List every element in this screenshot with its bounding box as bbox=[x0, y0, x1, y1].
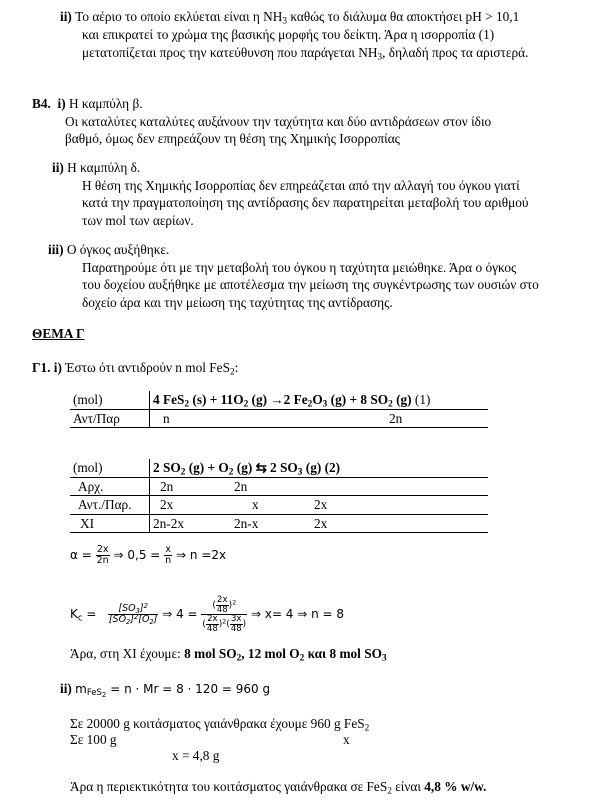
ore-line1: Σε 20000 g κοιτάσματος γαιάνθρακα έχουμε 960 g FeS$_2$ bbox=[70, 716, 370, 734]
final-statement: Άρα η περιεκτικότητα του κοιτάσματος γαιάνθρακα σε FeS$_2$ είναι 4,8 % w/w. bbox=[70, 779, 487, 797]
reaction-table-2 bbox=[70, 459, 488, 533]
reaction-table-1 bbox=[70, 391, 488, 428]
t1-row-label: Αντ/Παρ bbox=[70, 409, 150, 428]
g1-intro: Γ1. i) Έστω ότι αντιδρούν n mol FeS$_2$: bbox=[32, 360, 239, 378]
kc-calc: $K_c$ = $\frac{[SO_3]^2}{[SO_2]^2[O_2]}$ ⇒ 4 = ( $\frac{2x}{48}$ )$^2$ ( $\frac{2x}{48}$ )$^2$( $\frac{3x}{48}$ ) ⇒ x= 4 ⇒ n = 8 bbox=[70, 595, 345, 634]
t1-hdr: (mol) bbox=[70, 391, 150, 409]
b4-ii-expl3: των mol των αερίων. bbox=[82, 213, 194, 228]
t2-row-change: Αντ./Παρ. 2x x 2x bbox=[70, 496, 488, 515]
b4-iii-expl1: Παρατηρούμε ότι με την μεταβολή του όγκου η ταχύτητα μειώθηκε. Άρα ο όγκος bbox=[82, 260, 517, 275]
equilibrium-conclusion: Άρα, στη ΧΙ έχουμε: 8 mol $SO_2$, 12 mol $O_2$ και 8 mol $SO_3$ bbox=[70, 646, 387, 664]
t2-row-equilibrium: ΧΙ 2n-2x 2n-x 2x bbox=[70, 514, 488, 533]
b4-heading: Β4. bbox=[32, 96, 51, 111]
b3-ii-line3: μετατοπίζεται προς την κατεύθυνση που παράγεται $NH_3$, δηλαδή προς τα αριστερά. bbox=[82, 45, 529, 63]
t1-row-values: n 2n bbox=[150, 409, 489, 428]
b4-iii-expl3: δοχείο άρα και την μείωση της ταχύτητας της αντίδρασης. bbox=[82, 295, 393, 310]
ore-line2: Σε 100 g x bbox=[70, 732, 350, 747]
b3-ii-label: ii) bbox=[60, 9, 72, 24]
alpha-calc: α = $\frac{2x}{2n}$ ⇒ 0,5 = $\frac{x}{n}$ ⇒ n =2x bbox=[70, 544, 227, 566]
kc-substituted: ( $\frac{2x}{48}$ )$^2$ ( $\frac{2x}{48}$ )$^2$( $\frac{3x}{48}$ ) bbox=[202, 595, 247, 634]
b4-ii-expl2: κατά την πραγματοποίηση της αντίδρασης δεν παρατηρείται μεταβολή του αριθμού bbox=[82, 195, 529, 210]
g1-ii-line: ii) $m_{FeS_2} = n \cdot Mr = 8 \cdot 120 = 960$ g bbox=[60, 681, 271, 700]
t2-equation: 2 $SO_2$ $(g) + O_2$ (g) ⇆ 2 $SO_3$ (g) (2) bbox=[150, 459, 489, 477]
b3-ii-line2: και επικρατεί το χρώμα της βασικής μορφής του δείκτη. Άρα η ισορροπία (1) bbox=[82, 27, 495, 42]
g1-heading: Γ1. i) bbox=[32, 360, 62, 375]
b4-ii-expl1: Η θέση της Χημικής Ισορροπίας δεν επηρεάζεται από την αλλαγή του όγκου γιατί bbox=[82, 178, 520, 193]
b4-iii-line: iii) Ο όγκος αυξήθηκε. bbox=[48, 242, 170, 257]
t2-row-initial: Αρχ. 2n 2n bbox=[70, 477, 488, 496]
b4-ii-line: ii) Η καμπύλη δ. bbox=[52, 160, 141, 175]
b4-iii-expl2: του δοχείου αυξήθηκε με αποτέλεσμα την μείωση της συγκέντρωσης των ουσιών στο bbox=[82, 277, 539, 292]
b3-ii-line1: ii) Το αέριο το οποίο εκλύεται είναι η $NH_3$ καθώς το διάλυμα θα αποκτήσει pH > 10,1 bbox=[60, 9, 520, 27]
kc-fraction: $\frac{[SO_3]^2}{[SO_2]^2[O_2]}$ bbox=[108, 602, 158, 626]
b4-i-line: Β4. i) Η καμπύλη β. bbox=[32, 96, 143, 111]
t1-equation: 4 FeS$_2$ $(s) + 11O_2$ (g) →2 $Fe_2O_3$ (g) + 8 $SO_2$ (g) (1) bbox=[150, 391, 489, 409]
theme-title: ΘΕΜΑ Γ bbox=[32, 326, 85, 341]
ore-line3: x = 4,8 g bbox=[172, 748, 220, 763]
t2-hdr: (mol) bbox=[70, 459, 150, 477]
b4-i-expl2: βαθμό, όμως δεν επηρεάζουν τη θέση της Χημικής Ισορροπίας bbox=[65, 131, 400, 146]
b4-i-expl1: Οι καταλύτες καταλύτες αυξάνουν την ταχύτητα και δύο αντιδράσεων στον ίδιο bbox=[65, 114, 492, 129]
